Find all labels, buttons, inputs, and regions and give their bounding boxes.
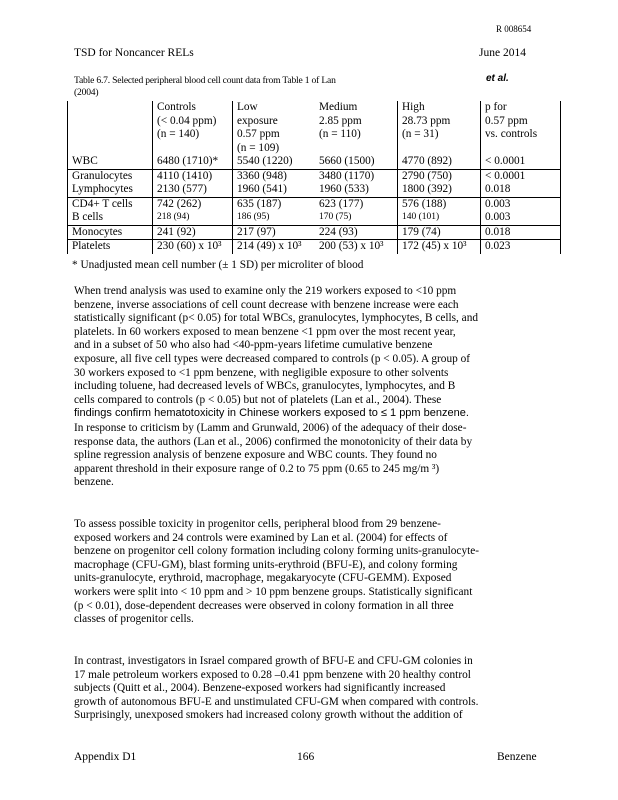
header-cell <box>68 101 153 115</box>
data-cell: 5660 (1500) <box>319 155 375 167</box>
text-line: exposure, all five cell types were decreased compared to controls (p < 0.05). A group of <box>74 352 470 365</box>
header-cell: (n = 110) <box>319 128 361 140</box>
header-cell: (n = 31) <box>398 128 481 142</box>
header-cell <box>68 115 153 129</box>
data-cell: 4770 (892) <box>398 155 481 169</box>
data-cell: 1960 (541) <box>233 183 316 197</box>
text-line: benzene. <box>74 476 114 489</box>
data-cell: 3360 (948) <box>233 169 316 183</box>
data-cell: 241 (92) <box>153 225 233 240</box>
text-line: 30 workers exposed to <1 ppm benzene, with negligible exposure to other solvents <box>74 366 449 379</box>
row-label: WBC <box>68 155 153 169</box>
data-cell: < 0.0001 <box>481 155 561 169</box>
header-cell: Low <box>233 101 316 115</box>
paragraph-trend-analysis <box>74 285 564 421</box>
data-cell: 635 (187) <box>233 197 316 211</box>
text-line: macrophage (CFU-GM), blast forming units-erythroid (BFU-E), and colony forming <box>74 558 458 571</box>
row-label: CD4+ T cells <box>68 197 153 211</box>
header-cell: vs. controls <box>481 128 561 142</box>
table-row <box>68 169 561 183</box>
text-line: growth of autonomous BFU-E and unstimulated CFU-GM when compared with controls. <box>74 695 479 708</box>
header-cell <box>68 128 153 142</box>
text-line: benzene on progenitor cell colony formation including colony forming units-granulocyte- <box>74 545 480 558</box>
table-header-row <box>68 101 561 115</box>
header-cell: High <box>398 101 481 115</box>
header-cell: 0.57 ppm <box>481 115 561 129</box>
row-label: Granulocytes <box>68 169 153 183</box>
data-cell: 742 (262) <box>153 197 233 211</box>
paragraph-progenitor-cells <box>74 518 564 627</box>
text-line: Surprisingly, unexposed smokers had increased colony growth without the addition of <box>74 709 463 722</box>
row-label: Monocytes <box>68 225 153 240</box>
text-line: exposed workers and 24 controls were examined by Lan et al. (2004) for effects of <box>74 531 448 544</box>
header-cell: p for <box>481 101 561 115</box>
data-cell: 179 (74) <box>398 225 481 240</box>
text-line: cells compared to controls (p < 0.05) but not of platelets (Lan et al., 2004). These <box>74 393 442 406</box>
caption-line: Table 6.7. Selected peripheral blood cell count data from Table 1 of Lan <box>74 75 336 86</box>
header-cell: 0.57 ppm <box>233 128 316 142</box>
text-line: (p < 0.01), dose-dependent decreases were observed in colony formation in all three <box>74 599 454 612</box>
text-line: including toluene, had decreased levels of WBCs, granulocytes, lymphocytes, and B <box>74 380 456 393</box>
data-cell: 1800 (392) <box>398 183 481 197</box>
document-id: R 008654 <box>496 24 532 34</box>
data-cell: 0.003 <box>481 197 561 211</box>
table-footnote: * Unadjusted mean cell number (± 1 SD) per microliter of blood <box>72 259 364 271</box>
header-cell: (n = 140) <box>153 128 233 142</box>
text-line: In contrast, investigators in Israel compared growth of BFU-E and CFU-GM colonies in <box>74 655 473 667</box>
data-cell: 0.018 <box>481 225 561 240</box>
text-line: workers were split into < 10 ppm and > 10 ppm benzene groups. Statistically significant <box>74 585 473 598</box>
text-line: To assess possible toxicity in progenitor cells, peripheral blood from 29 benzene- <box>74 518 441 530</box>
header-cell: exposure <box>233 115 316 129</box>
header-cell <box>153 142 233 156</box>
text-line: classes of progenitor cells. <box>74 613 194 626</box>
header-cell <box>68 142 153 156</box>
caption-line: (2004) <box>74 87 99 98</box>
data-cell: 3480 (1170) <box>315 169 398 183</box>
data-cell: 0.023 <box>481 240 561 254</box>
row-label: Platelets <box>68 240 153 254</box>
data-cell: 6480 (1710)* <box>153 155 233 169</box>
row-label: Lymphocytes <box>68 183 153 197</box>
blood-cell-table <box>67 101 561 254</box>
data-cell: 0.018 <box>481 183 561 197</box>
data-cell: 576 (188) <box>398 197 481 211</box>
table-caption <box>74 75 494 99</box>
caption-et-al: et al. <box>486 73 509 84</box>
table-row <box>68 225 561 240</box>
header-cell: Medium <box>319 101 358 113</box>
data-cell: < 0.0001 <box>481 169 561 183</box>
footer-appendix: Appendix D1 <box>74 751 137 763</box>
table-row <box>68 240 561 254</box>
text-line: platelets. In 60 workers exposed to mean benzene <1 ppm over the most recent year, <box>74 325 456 338</box>
data-cell: 230 (60) x 10³ <box>153 240 233 254</box>
data-cell: 623 (177) <box>315 197 398 211</box>
text-line: findings confirm hematotoxicity in Chinese workers exposed to ≤ 1 ppm benzene. <box>74 407 469 420</box>
data-cell: 1960 (533) <box>319 183 369 195</box>
text-line: benzene, inverse associations of cell count decrease with benzene increase were each <box>74 298 459 311</box>
text-line: and in a subset of 50 who also had <40-ppm-years lifetime cumulative benzene <box>74 339 433 352</box>
data-cell: 218 (94) <box>153 211 233 225</box>
header-cell: Controls <box>153 101 233 115</box>
text-line: 17 male petroleum workers exposed to 0.28 –0.41 ppm benzene with 20 healthy control <box>74 668 471 681</box>
data-cell: 170 (75) <box>319 212 352 222</box>
table-row <box>68 155 561 169</box>
paragraph-criticism-response <box>74 422 564 490</box>
data-cell: 5540 (1220) <box>233 155 316 169</box>
table-header-row <box>68 142 561 156</box>
text-line: In response to criticism by (Lamm and Grunwald, 2006) of the adequacy of their dose- <box>74 422 467 434</box>
header-cell: 28.73 ppm <box>398 115 481 129</box>
data-cell: 0.003 <box>481 211 561 225</box>
table-header-row <box>68 128 561 142</box>
paragraph-israel-study <box>74 655 564 723</box>
text-line: spline regression analysis of benzene exposure and WBC counts. They found no <box>74 449 437 462</box>
table-header-row <box>68 115 561 129</box>
text-line: units-granulocyte, erythroid, macrophage, megakaryocyte (CFU-GEMM). Exposed <box>74 572 452 585</box>
table-row <box>68 211 561 225</box>
header-date: June 2014 <box>479 47 526 59</box>
data-cell: 172 (45) x 10³ <box>398 240 481 254</box>
data-cell: 140 (101) <box>398 211 481 225</box>
data-cell: 200 (53) x 10³ <box>315 240 398 254</box>
data-cell: 214 (49) x 10³ <box>233 240 316 254</box>
footer-subject: Benzene <box>497 751 537 763</box>
data-cell: 2130 (577) <box>153 183 233 197</box>
text-line: apparent threshold in their exposure range of 0.2 to 75 ppm (0.65 to 245 mg/m ³) <box>74 462 440 475</box>
footer-page-number: 166 <box>297 751 315 763</box>
header-cell: 2.85 ppm <box>319 114 362 127</box>
data-cell: 4110 (1410) <box>153 169 233 183</box>
text-line: When trend analysis was used to examine only the 219 workers exposed to <10 ppm <box>74 285 457 297</box>
header-title: TSD for Noncancer RELs <box>74 47 194 59</box>
header-cell: (n = 109) <box>233 142 316 156</box>
data-cell: 224 (93) <box>315 225 398 240</box>
text-line: response data, the authors (Lan et al., 2006) confirmed the monotonicity of their data by <box>74 435 473 448</box>
header-cell <box>481 142 561 156</box>
data-cell: 2790 (750) <box>398 169 481 183</box>
table-row <box>68 197 561 211</box>
header-cell <box>315 142 398 156</box>
row-label: B cells <box>68 211 153 225</box>
table-row <box>68 183 561 197</box>
header-cell <box>398 142 481 156</box>
data-cell: 217 (97) <box>233 225 316 240</box>
header-cell: (< 0.04 ppm) <box>153 115 233 129</box>
text-line: statistically significant (p< 0.05) for total WBCs, granulocytes, lymphocytes, B cells, and <box>74 312 478 325</box>
data-cell: 186 (95) <box>233 211 316 225</box>
text-line: subjects (Quitt et al., 2004). Benzene-exposed workers had significantly increased <box>74 682 446 695</box>
